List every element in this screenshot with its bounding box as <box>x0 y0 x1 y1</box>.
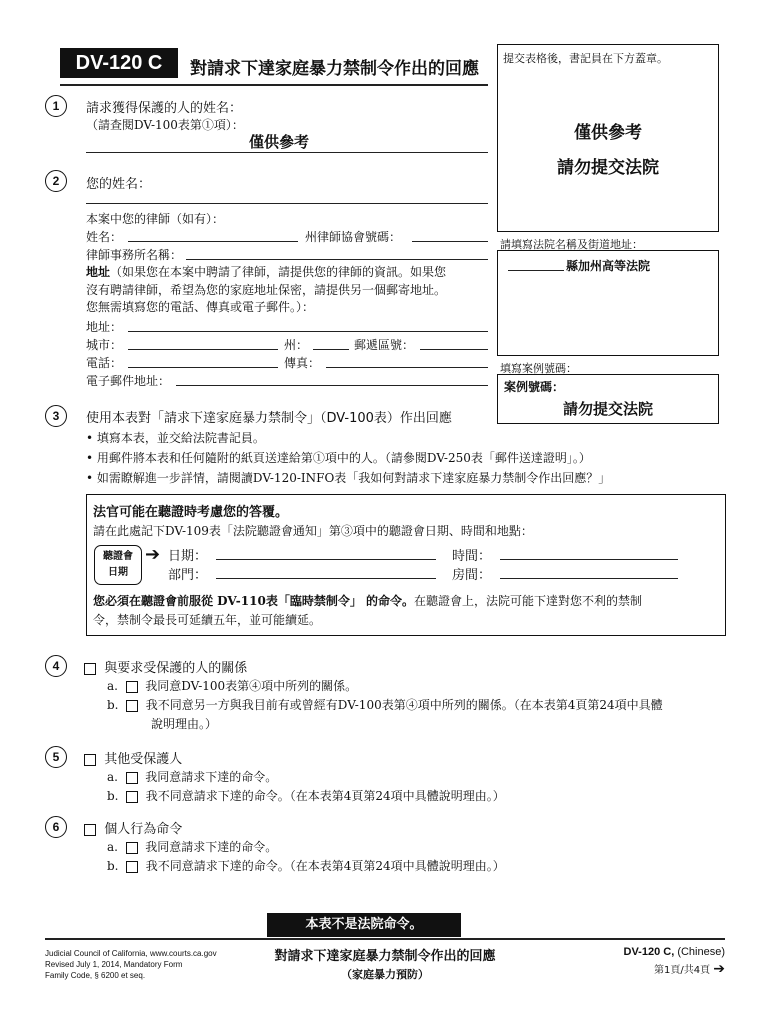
section1-title: 請求獲得保護的人的姓名： <box>86 101 243 116</box>
zip-label: 郵遞區號： <box>354 338 415 352</box>
hearing-box-instructions: 請在此處記下DV-109表「法院聽證會通知」第③項中的聽證會日期、時間和地點： <box>93 524 533 538</box>
address-field[interactable] <box>128 331 488 332</box>
section6-a-text: 我同意請求下達的命令。 <box>145 840 278 854</box>
do-not-file-stamp: 請勿提交法院 <box>557 158 659 178</box>
section6-title: 個人行為命令 <box>104 822 183 837</box>
bullet-item: • 填寫本表，並交給法院書記員。 <box>86 431 265 445</box>
hearing-badge-line-2: 日期 <box>108 567 128 578</box>
court-name: 縣加州高等法院 <box>566 259 651 273</box>
footer-rule <box>45 938 725 940</box>
your-name-field[interactable] <box>86 203 488 204</box>
item-6-number: 6 <box>45 816 67 838</box>
personal-conduct-checkbox[interactable] <box>84 824 96 836</box>
county-blank[interactable] <box>508 270 564 271</box>
hearing-time-field[interactable] <box>500 559 678 560</box>
footer-subtitle: （家庭暴力預防） <box>341 968 429 981</box>
footer-code: Family Code, § 6200 et seq. <box>45 971 146 980</box>
court-address-label: 請填寫法院名稱及街道地址： <box>500 238 643 251</box>
address-note-bold: 地址 <box>86 265 111 279</box>
fax-field[interactable] <box>326 367 488 368</box>
section4-b-checkbox[interactable] <box>126 700 138 712</box>
section6-a-checkbox[interactable] <box>126 842 138 854</box>
form-title: 對請求下達家庭暴力禁制令作出的回應 <box>190 59 479 79</box>
section4-title: 與要求受保護的人的關係 <box>104 661 248 676</box>
hearing-room-field[interactable] <box>500 578 678 579</box>
section5-b-text: 我不同意請求下達的命令。（在本表第4頁第24項中具體說明理由。） <box>145 789 505 803</box>
hearing-warning <box>93 592 642 630</box>
phone-field[interactable] <box>128 367 278 368</box>
protected-person-name-field[interactable] <box>86 152 488 153</box>
section3-title: 使用本表對「請求下達家庭暴力禁制令」（DV-100表）作出回應 <box>86 411 452 426</box>
section4-a: a. 我同意DV-100表第④項中所列的關係。 <box>107 679 358 693</box>
footer-form-id: DV-120 C, (Chinese) <box>623 946 725 958</box>
form-code: DV-120 C <box>75 52 163 74</box>
hearing-warning-bold: 您必須在聽證會前服從 DV-110表「臨時禁制令」 的命令。 <box>93 594 415 608</box>
hearing-date-field[interactable] <box>216 559 436 560</box>
section5-a-checkbox[interactable] <box>126 772 138 784</box>
other-protected-checkbox[interactable] <box>84 754 96 766</box>
bar-number-field[interactable] <box>412 241 488 242</box>
bullet-item: • 用郵件將本表和任何隨附的紙頁送達給第①項中的人。（請參閱DV-250表「郵件送達證明」。） <box>86 451 591 465</box>
phone-label: 電話： <box>86 356 123 370</box>
city-label: 城市： <box>86 338 123 352</box>
hearing-dept-field[interactable] <box>216 578 436 579</box>
section5-a-text: 我同意請求下達的命令。 <box>145 770 278 784</box>
case-number-field: 案例號碼： <box>504 380 565 394</box>
section4-a-text: 我同意DV-100表第④項中所列的關係。 <box>145 679 358 693</box>
room-label: 房間： <box>452 568 492 583</box>
address-note-line-1: （如果您在本案中聘請了律師，請提供您的律師的資訊。如果您 <box>110 265 447 279</box>
section2-title: 您的姓名： <box>86 177 152 192</box>
item-4-number: 4 <box>45 655 67 677</box>
email-field[interactable] <box>176 385 488 386</box>
section6-b: b. 我不同意請求下達的命令。（在本表第4頁第24項中具體說明理由。） <box>107 859 505 873</box>
form-code-badge <box>60 48 178 78</box>
section4-b-text-2: 說明理由。） <box>151 717 218 731</box>
section6-a: a. 我同意請求下達的命令。 <box>107 840 278 854</box>
firm-name-label: 律師事務所名稱： <box>86 248 183 262</box>
footer-left <box>45 948 217 981</box>
state-field[interactable] <box>313 349 349 350</box>
city-field[interactable] <box>128 349 278 350</box>
relationship-checkbox[interactable] <box>84 663 96 675</box>
date-label: 日期： <box>168 549 208 564</box>
section5-b-checkbox[interactable] <box>126 791 138 803</box>
next-page-arrow-icon[interactable]: ➔ <box>713 961 725 977</box>
section4-b: b. 我不同意另一方與我目前有或曾經有DV-100表第④項中所列的關係。（在本表第4頁第24項中具體 說明理由。） <box>107 698 663 731</box>
footer-right <box>600 946 725 977</box>
footer-council: Judicial Council of California, www.courts.ca.gov <box>45 949 217 958</box>
section5-heading <box>84 748 182 767</box>
address-note-line-2: 沒有聘請律師，希望為您的家庭地址保密，請提供另一個郵寄地址。 <box>86 282 447 297</box>
address-note <box>86 264 446 317</box>
item-5-number: 5 <box>45 746 67 768</box>
state-label: 州： <box>284 338 309 352</box>
lawyer-name-field[interactable] <box>128 241 298 242</box>
bar-number-label: 州律師協會號碼： <box>305 230 402 244</box>
fax-label: 傳真： <box>284 356 321 370</box>
section1-note: （請查閱DV-100表第①項）： <box>86 118 244 132</box>
section4-b-text-1: 我不同意另一方與我目前有或曾經有DV-100表第④項中所列的關係。（在本表第4頁第24項中具體 <box>145 698 663 712</box>
hearing-box-title: 法官可能在聽證時考慮您的答覆。 <box>93 505 289 520</box>
title-underline <box>60 84 488 86</box>
arrow-right-icon: ➔ <box>145 544 161 565</box>
item-2-number: 2 <box>45 170 67 192</box>
footer-page: 第1頁/共4頁 ➔ <box>653 961 725 977</box>
zip-field[interactable] <box>420 349 488 350</box>
ref-only-stamp: 僅供參考 <box>574 123 642 143</box>
firm-name-field[interactable] <box>186 259 488 260</box>
footer-revised: Revised July 1, 2014, Mandatory Form <box>45 960 183 969</box>
clerk-stamp-note: 提交表格後，書記員在下方蓋章。 <box>503 52 668 65</box>
time-label: 時間： <box>452 549 492 564</box>
address-label: 地址： <box>86 320 123 334</box>
section5-b: b. 我不同意請求下達的命令。（在本表第4頁第24項中具體說明理由。） <box>107 789 505 803</box>
not-court-order-banner: 本表不是法院命令。 <box>267 913 461 937</box>
footer-center <box>235 945 535 982</box>
hearing-date-badge <box>94 545 142 585</box>
lawyer-intro: 本案中您的律師（如有）： <box>86 212 225 226</box>
case-do-not-file: 請勿提交法院 <box>562 400 653 418</box>
section4-a-checkbox[interactable] <box>126 681 138 693</box>
section4-heading <box>84 657 247 676</box>
hearing-warning-line-1: 在聽證會上，法院可能下達對您不利的禁制 <box>414 594 643 608</box>
section1-ref-only: 僅供參考 <box>249 133 310 151</box>
address-note-line-3: 您無需填寫您的電話、傳真或電子郵件。）： <box>86 300 315 314</box>
footer-title: 對請求下達家庭暴力禁制令作出的回應 <box>274 949 496 964</box>
section6-b-text: 我不同意請求下達的命令。（在本表第4頁第24項中具體說明理由。） <box>145 859 505 873</box>
hearing-warning-line-2: 令，禁制令最長可延續五年，並可能續延。 <box>93 613 322 627</box>
section6-heading <box>84 818 182 837</box>
section6-b-checkbox[interactable] <box>126 861 138 873</box>
bullet-item: • 如需瞭解進一步詳情，請閱讀DV-120-INFO表「我如何對請求下達家庭暴力禁制令作出回應？」 <box>86 471 611 485</box>
item-1-number: 1 <box>45 95 67 117</box>
item-3-number: 3 <box>45 405 67 427</box>
case-number-label: 填寫案例號碼： <box>500 362 577 375</box>
lawyer-name-label: 姓名： <box>86 230 123 244</box>
hearing-badge-line-1: 聽證會 <box>103 551 133 562</box>
email-label: 電子郵件地址： <box>86 374 171 388</box>
section5-a: a. 我同意請求下達的命令。 <box>107 770 278 784</box>
section5-title: 其他受保護人 <box>104 752 183 767</box>
dept-label: 部門： <box>168 568 208 583</box>
section3-bullets <box>86 428 610 488</box>
